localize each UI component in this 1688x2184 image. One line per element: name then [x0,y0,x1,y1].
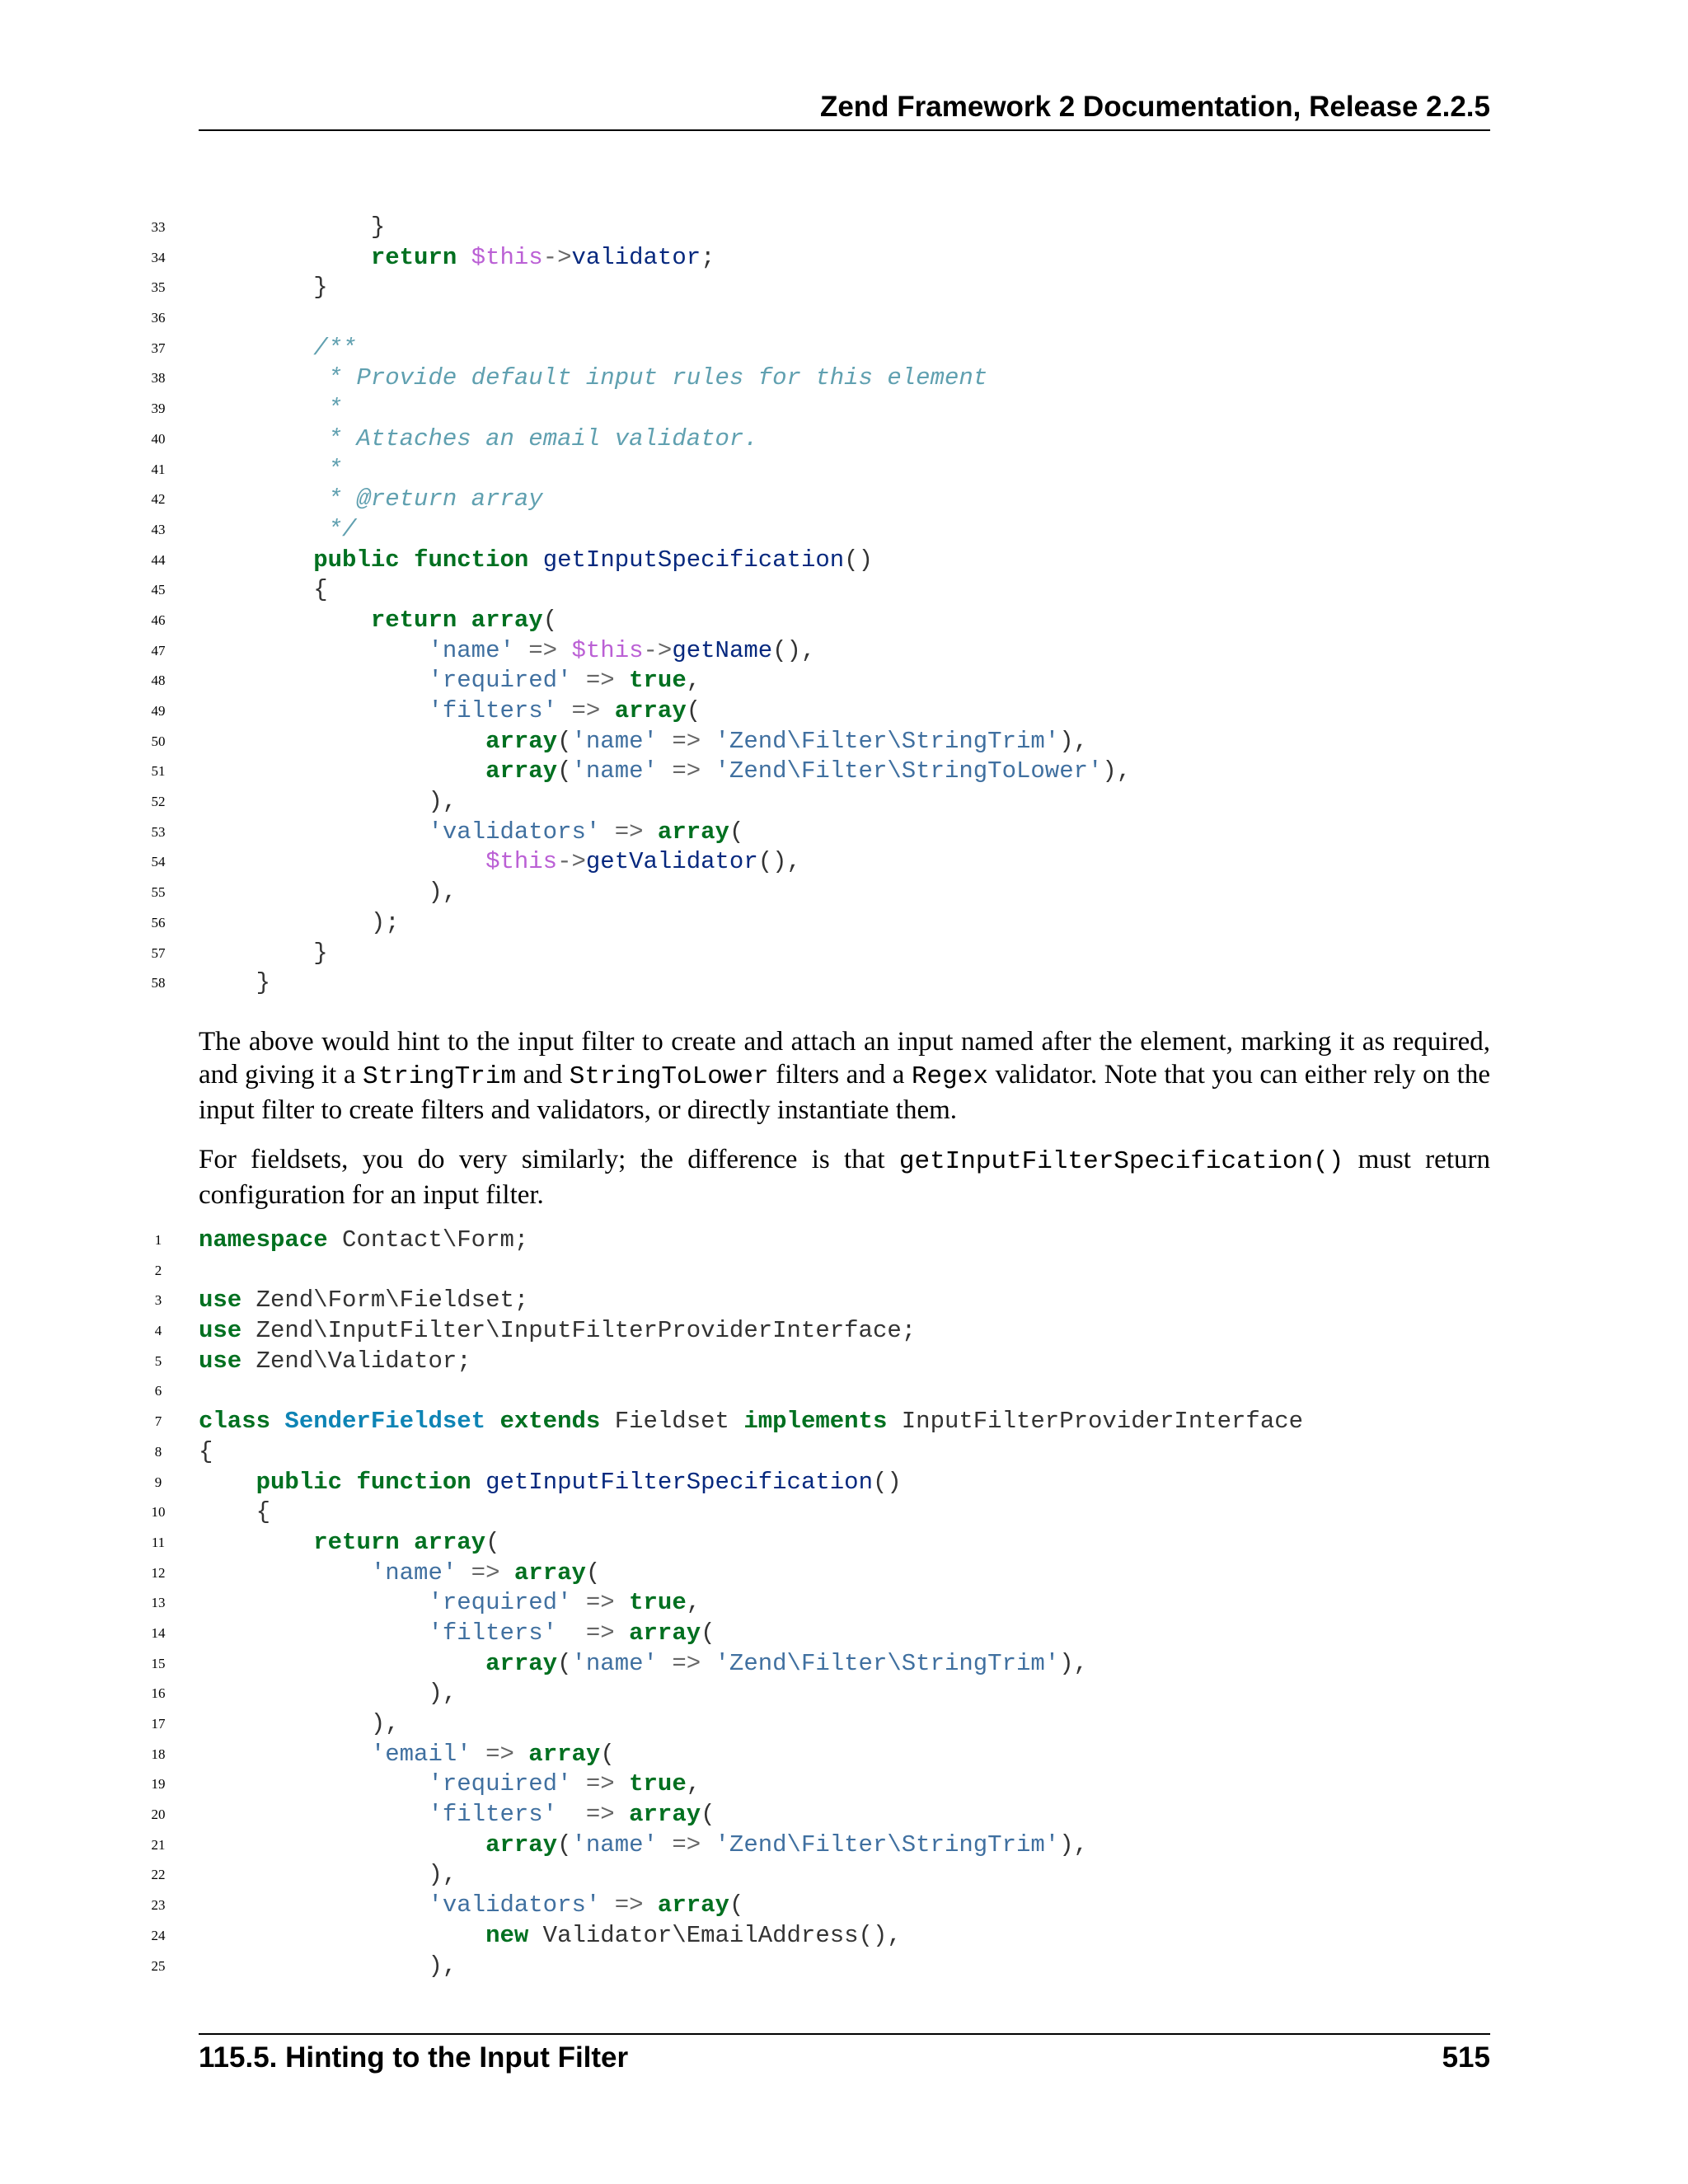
line-number: 53 [151,823,166,840]
line-number: 54 [151,854,166,870]
code-text: * Provide default input rules for this element [327,364,988,392]
code-text: */ [327,515,357,543]
code-text: 'required' => true, [428,1589,701,1617]
paragraph-fieldsets [199,1143,1490,1212]
line-number: 41 [151,461,166,477]
line-number: 3 [154,1292,162,1309]
line-number: 16 [151,1685,166,1702]
line-number: 47 [151,642,166,658]
line-number: 49 [151,703,166,719]
code-line [0,1769,1688,1800]
code-line [0,939,1688,969]
line-number: 18 [151,1746,166,1762]
code-line [0,334,1688,364]
line-number: 44 [151,551,166,568]
line-number: 17 [151,1716,166,1732]
code-line [0,666,1688,696]
paragraph-text: filters and a [768,1060,912,1090]
code-text: public function getInputFilterSpecification() [256,1468,902,1496]
code-line [0,575,1688,606]
code-text: ); [199,908,400,936]
code-text: class SenderFieldset extends Fieldset implements InputFilterProviderInterface [199,1408,1304,1436]
code-text: { [199,576,328,604]
line-number: 46 [151,612,166,628]
line-number: 57 [151,944,166,961]
code-line [0,243,1688,274]
code-line [0,1740,1688,1770]
code-text: public function getInputSpecification() [313,546,873,574]
inline-code-regex: Regex [911,1062,988,1091]
code-text: } [199,213,386,241]
line-number: 5 [154,1352,162,1369]
inline-code-getinputfilterspecification: getInputFilterSpecification() [898,1147,1344,1176]
code-line [0,1800,1688,1830]
code-text: array('name' => 'Zend\Filter\StringToLower'), [485,757,1132,785]
code-text: namespace Contact\Form; [199,1226,529,1254]
code-text: 'name' => $this->getName(), [428,636,816,664]
code-line [0,485,1688,515]
code-line [0,1921,1688,1952]
line-number: 52 [151,794,166,810]
paragraph-text: For fieldsets, you do very similarly; the difference is that [199,1145,899,1174]
code-line [0,1952,1688,1982]
code-line [0,636,1688,667]
code-text: * @return array [327,485,543,513]
line-number: 56 [151,914,166,930]
code-text: * Attaches an email validator. [327,424,758,452]
line-number: 2 [154,1262,162,1278]
code-line [0,878,1688,908]
running-header: Zend Framework 2 Documentation, Release 2.2.5 [819,91,1490,123]
code-line [0,1437,1688,1468]
code-line [0,1376,1688,1407]
code-block-element-class [0,213,1688,999]
line-number: 10 [151,1504,166,1521]
code-line [0,696,1688,727]
page-number: 515 [1442,2041,1490,2074]
code-line [0,968,1688,999]
code-line [0,1286,1688,1316]
code-line [0,1649,1688,1680]
code-line [0,455,1688,485]
line-number: 8 [154,1443,162,1460]
code-line [0,1256,1688,1286]
code-text: use Zend\Validator; [199,1347,471,1375]
code-text: array('name' => 'Zend\Filter\StringTrim'), [485,1649,1089,1677]
code-line [0,1528,1688,1558]
code-line [0,1679,1688,1709]
code-line [0,546,1688,576]
line-number: 45 [151,582,166,598]
code-line [0,1891,1688,1921]
line-number: 35 [151,279,166,296]
line-number: 24 [151,1927,166,1943]
code-text: ), [199,788,457,816]
code-line [0,363,1688,394]
code-text: array('name' => 'Zend\Filter\StringTrim'), [485,1830,1089,1858]
code-line [0,908,1688,939]
code-text: 'filters' => array( [428,1619,715,1647]
line-number: 25 [151,1957,166,1974]
line-number: 43 [151,521,166,537]
line-number: 7 [154,1413,162,1430]
line-number: 21 [151,1836,166,1853]
code-line [0,847,1688,878]
line-number: 55 [151,884,166,901]
code-line [0,213,1688,243]
inline-code-stringtrim: StringTrim [363,1062,517,1091]
code-line [0,273,1688,303]
line-number: 42 [151,491,166,508]
code-text: new Validator\EmailAddress(), [485,1921,902,1949]
code-text: ), [199,1861,457,1889]
code-text: ), [199,1952,457,1980]
paragraph-hint-explanation [199,1025,1490,1127]
code-text: ), [199,879,457,907]
code-line [0,1619,1688,1649]
code-text: * [327,395,343,423]
code-line [0,394,1688,424]
code-text: 'validators' => array( [428,818,744,846]
code-text: array('name' => 'Zend\Filter\StringTrim'), [485,727,1089,755]
line-number: 6 [154,1383,162,1399]
code-line [0,787,1688,818]
code-text: 'email' => array( [370,1740,615,1768]
line-number: 23 [151,1897,166,1914]
line-number: 13 [151,1595,166,1611]
code-block-sender-fieldset [0,1226,1688,1981]
line-number: 19 [151,1776,166,1793]
code-text: } [199,939,328,967]
code-line [0,1347,1688,1377]
paragraph-text: and [516,1060,570,1090]
line-number: 39 [151,401,166,417]
line-number: 11 [151,1534,166,1550]
code-line [0,1709,1688,1740]
line-number: 58 [151,975,166,991]
code-text: ), [199,1710,400,1737]
line-number: 15 [151,1655,166,1671]
paragraph-text: The above would hint to the input filter to create and attach an input named after the element, marking it as required, and giving it a [199,1027,1490,1090]
code-text: 'validators' => array( [428,1891,744,1919]
code-text: $this->getValidator(), [485,848,801,876]
code-line [0,606,1688,636]
paragraph-text: validator. Note that you can either rely on the input filter to create filters and validators, or directly instantiate them. [199,1060,1490,1125]
line-number: 38 [151,370,166,387]
code-line [0,1407,1688,1437]
code-line [0,757,1688,787]
code-text: use Zend\Form\Fieldset; [199,1286,529,1315]
code-text: * [327,455,343,483]
code-line [0,1860,1688,1891]
line-number: 12 [151,1564,166,1581]
line-number: 4 [154,1323,162,1339]
line-number: 34 [151,249,166,265]
code-text: /** [313,334,357,362]
line-number: 36 [151,310,166,326]
line-number: 9 [154,1474,162,1490]
code-line [0,1316,1688,1347]
code-text: return array( [313,1528,500,1556]
code-text: 'required' => true, [428,1770,701,1798]
paragraph-text: must return configuration for an input filter. [199,1145,1490,1210]
line-number: 37 [151,340,166,356]
code-text: use Zend\InputFilter\InputFilterProviderInterface; [199,1317,917,1345]
header-rule [199,129,1490,131]
footer-rule [199,2033,1490,2035]
code-text: { [199,1437,213,1465]
code-text: } [199,969,271,997]
code-line [0,303,1688,334]
code-line [0,1226,1688,1256]
code-text: 'name' => array( [370,1558,601,1586]
line-number: 48 [151,673,166,689]
code-line [0,1830,1688,1861]
line-number: 14 [151,1624,166,1641]
code-line [0,515,1688,546]
code-line [0,818,1688,848]
line-number: 40 [151,430,166,447]
inline-code-stringtolower: StringToLower [569,1062,769,1091]
code-line [0,1558,1688,1589]
code-line [0,424,1688,455]
code-text: 'required' => true, [428,667,701,695]
footer-section-title: 115.5. Hinting to the Input Filter [199,2041,629,2074]
line-number: 50 [151,733,166,749]
code-line [0,727,1688,757]
code-line [0,1588,1688,1619]
line-number: 22 [151,1867,166,1883]
code-text: 'filters' => array( [428,1801,715,1829]
code-text: 'filters' => array( [428,697,701,724]
line-number: 20 [151,1807,166,1823]
code-text: } [199,274,328,302]
line-number: 1 [154,1232,162,1248]
code-text: return array( [370,606,558,634]
code-text: return $this->validator; [370,243,715,271]
code-line [0,1497,1688,1528]
code-text: ), [199,1680,457,1708]
line-number: 51 [151,763,166,780]
code-text: { [199,1498,271,1526]
line-number: 33 [151,219,166,235]
code-line [0,1468,1688,1498]
